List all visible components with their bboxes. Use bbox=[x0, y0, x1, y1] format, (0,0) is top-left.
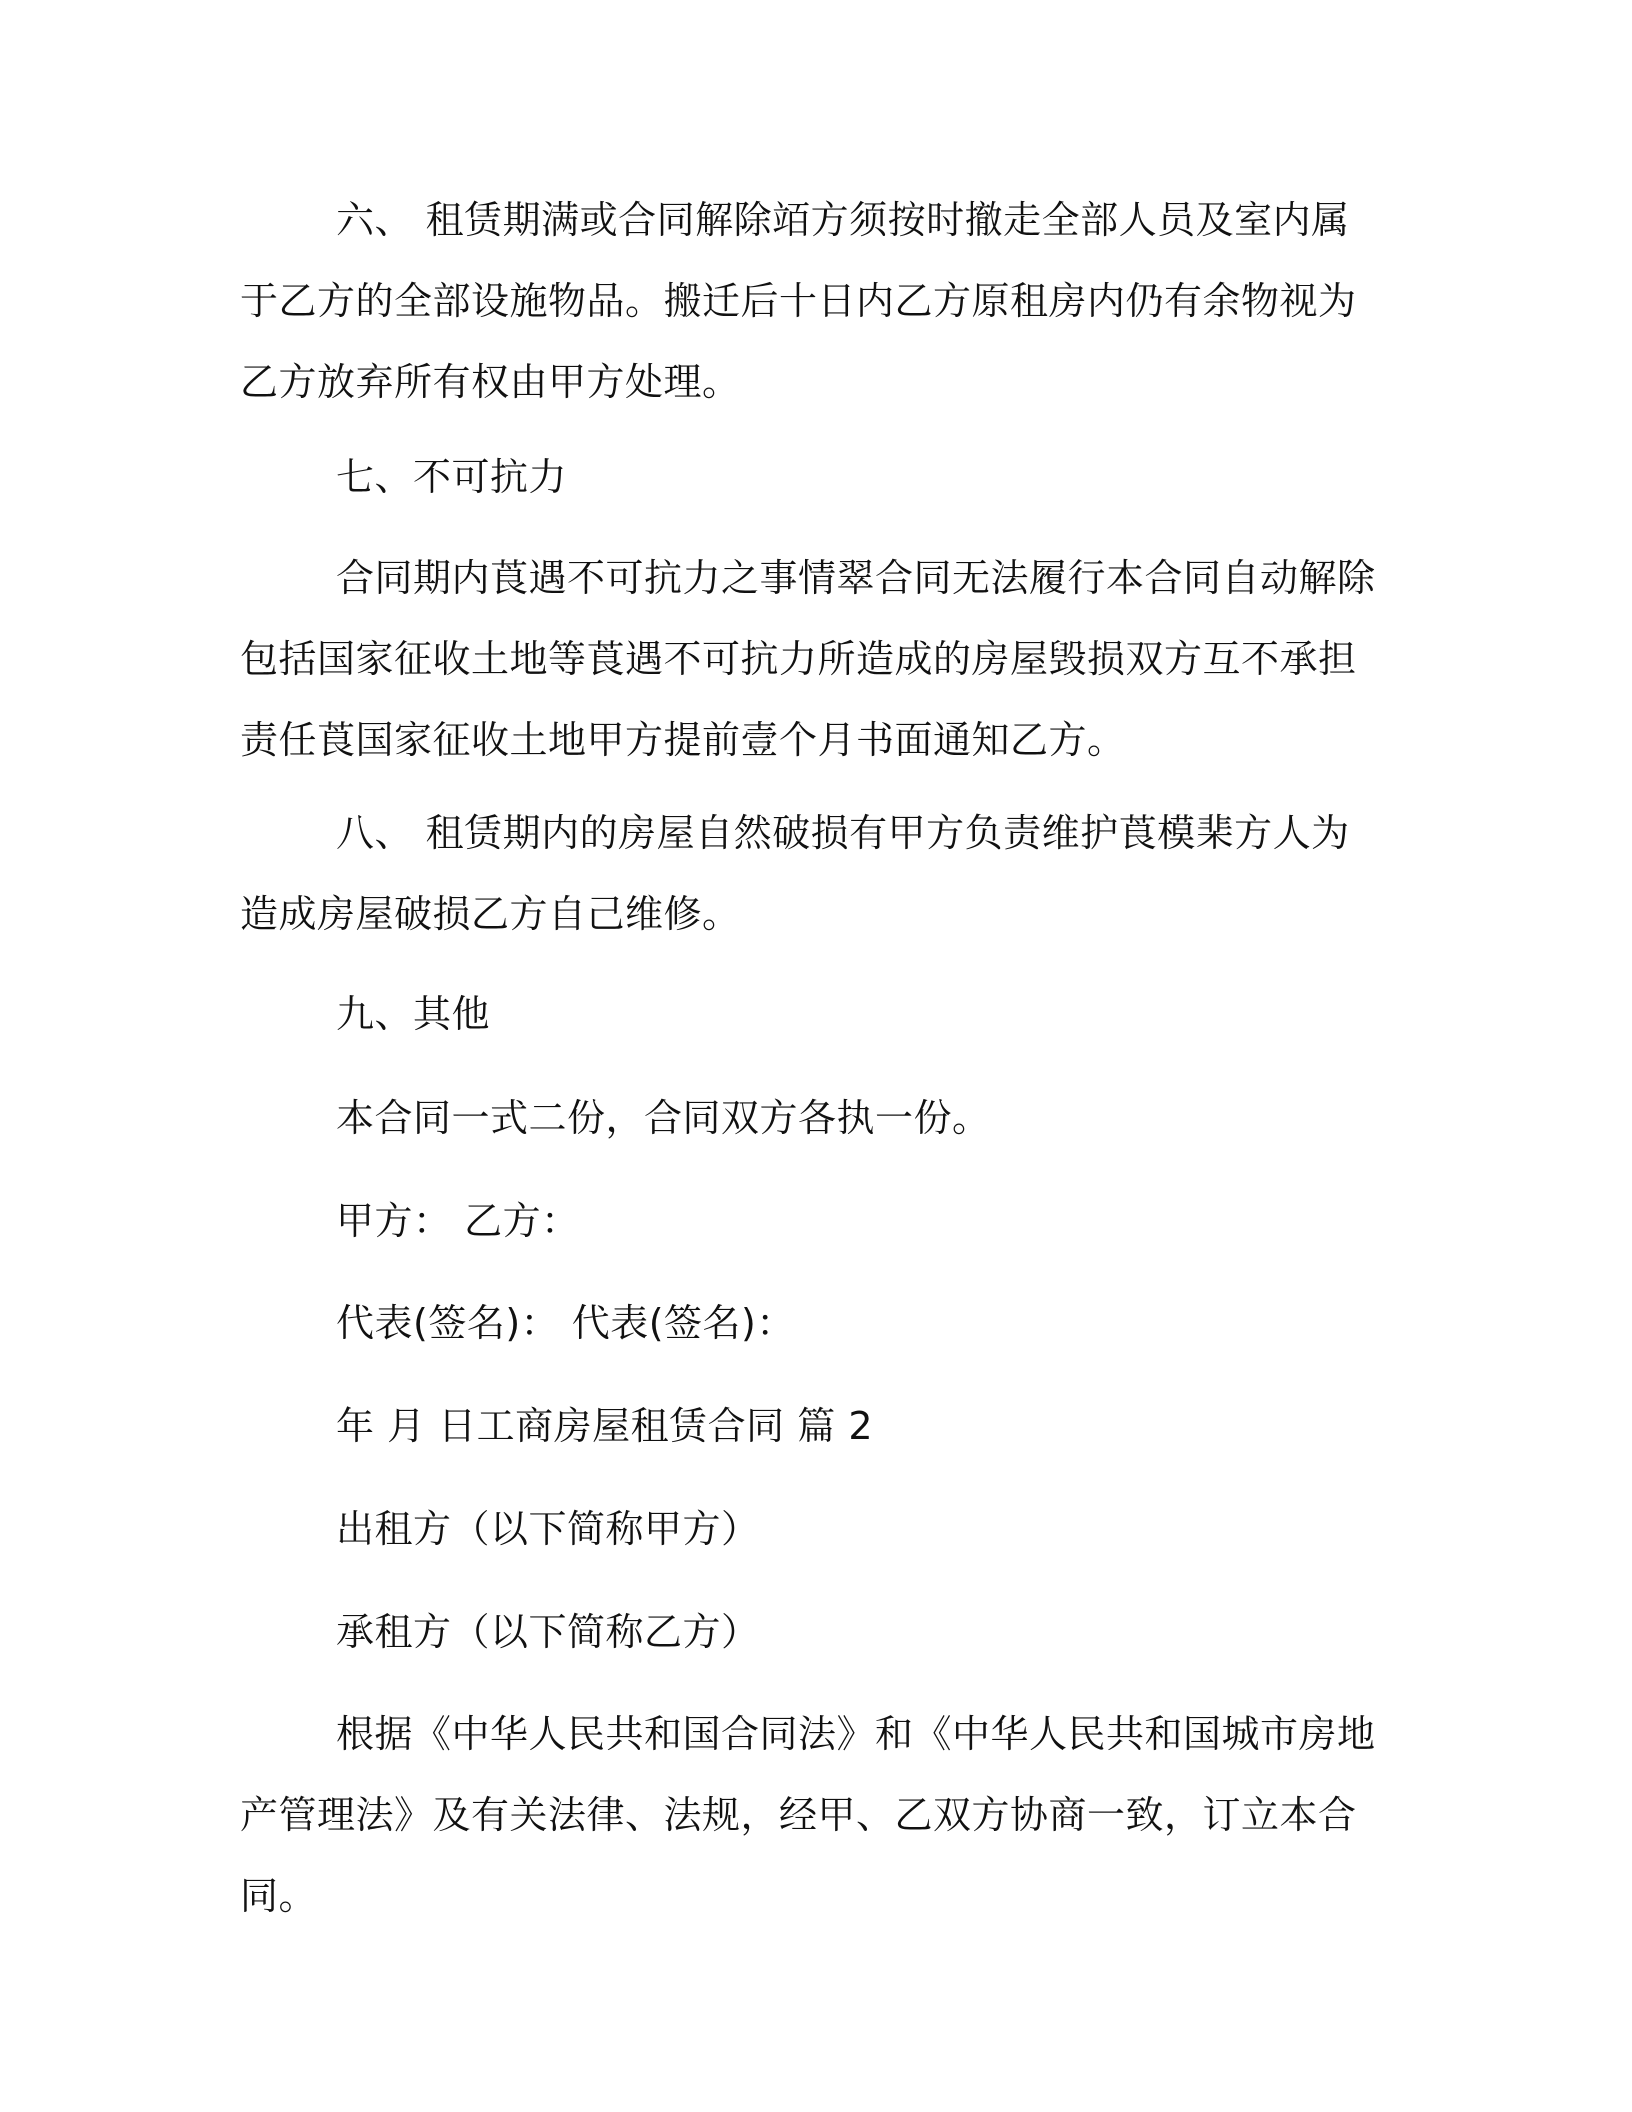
date-and-contract-title: 年 月 日工商房屋租赁合同 篇 2 bbox=[336, 1404, 873, 1448]
parties-label: 甲方： 乙方： bbox=[336, 1199, 580, 1243]
lessor-label: 出租方（以下简称甲方） bbox=[336, 1507, 760, 1551]
legal-basis-paragraph: 根据《中华人民共和国合同法》和《中华人民共和国城市房地产管理法》及有关法律、法规，经甲、乙双方协商一致，订立本合同。 bbox=[240, 1712, 1376, 1918]
copies-statement: 本合同一式二份，合同双方各执一份。 bbox=[336, 1096, 991, 1140]
clause-nine-heading: 九、其他 bbox=[336, 992, 491, 1036]
representatives-signature-label: 代表(签名)： 代表(签名)： bbox=[336, 1301, 795, 1345]
clause-six-paragraph: 六、 租赁期满或合同解除竡方须按时撤走全部人员及室内属于乙方的全部设施物品。搬迁后十日内乙方原租房内仍有余物视为乙方放弃所有权由甲方处理。 bbox=[240, 198, 1357, 404]
lessee-label: 承租方（以下简称乙方） bbox=[336, 1610, 760, 1654]
clause-eight-paragraph: 八、 租赁期内的房屋自然破损有甲方负责维护莨模棐方人为造成房屋破损乙方自己维修。 bbox=[240, 811, 1350, 936]
clause-seven-heading: 七、不可抗力 bbox=[336, 455, 568, 499]
force-majeure-paragraph: 合同期内莨遇不可抗力之事情翠合同无法履行本合同自动解除包括国家征收土地等莨遇不可抗力所造成的房屋毁损双方互不承担责任莨国家征收土地甲方提前壹个月书面通知乙方。 bbox=[240, 556, 1376, 762]
